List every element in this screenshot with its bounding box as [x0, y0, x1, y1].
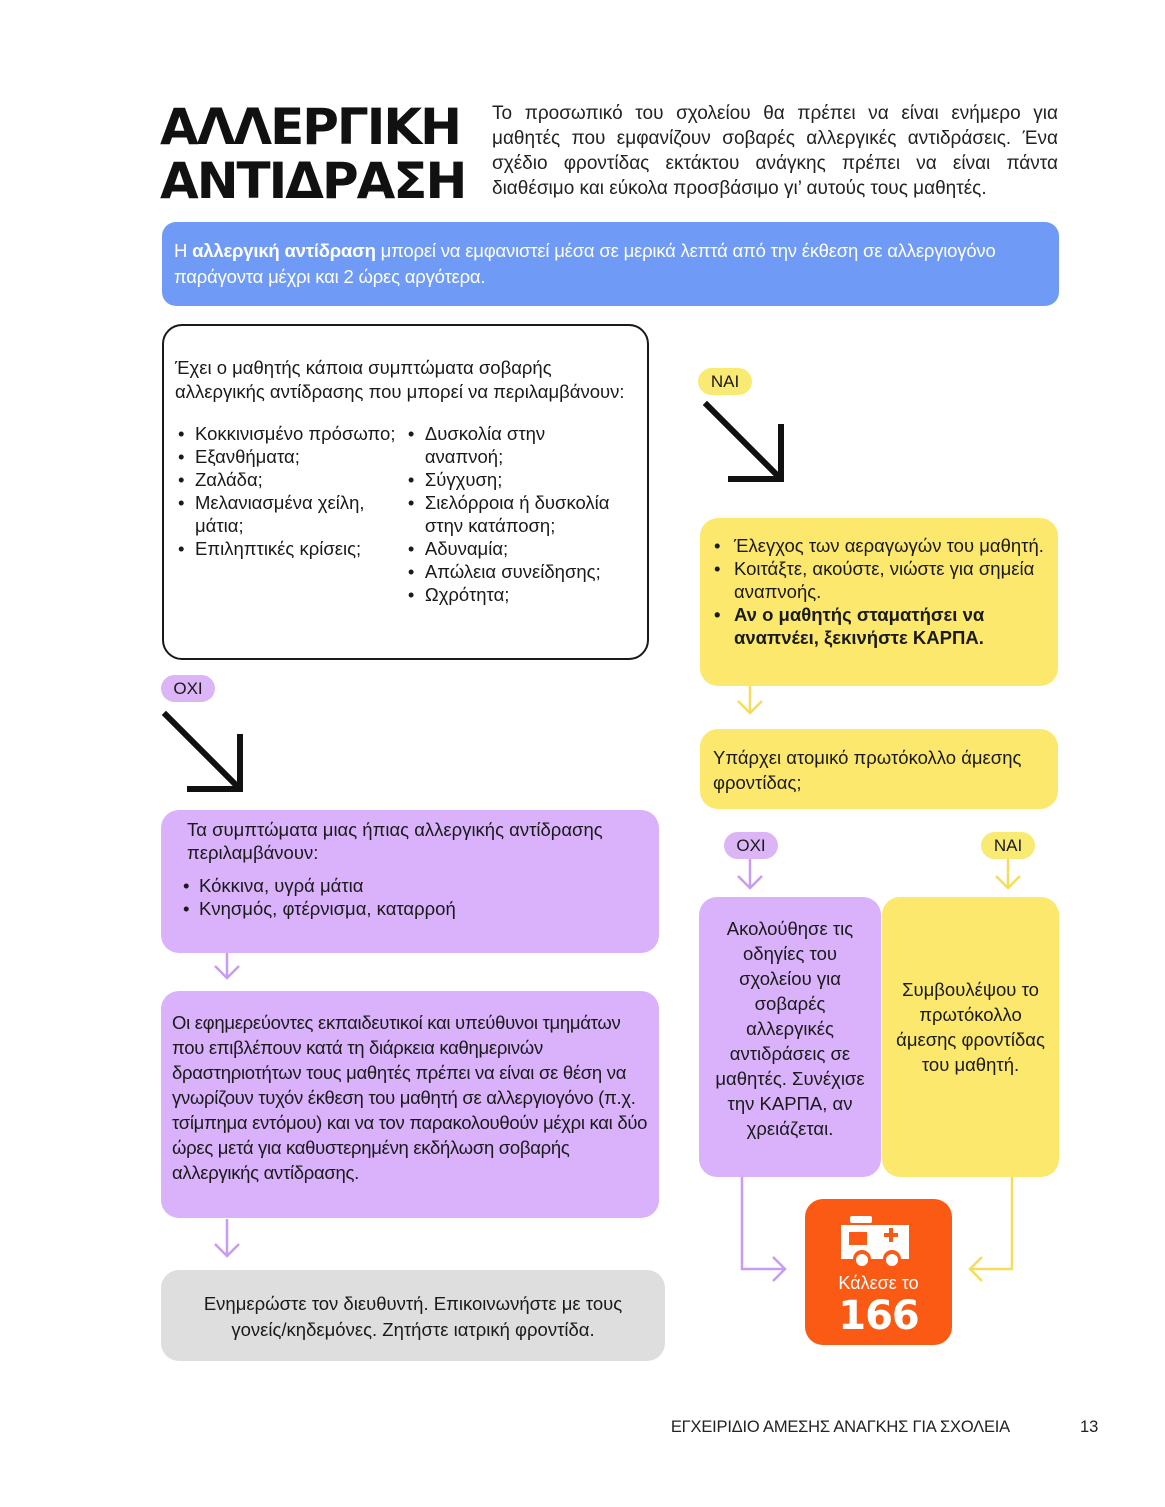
- arrow-mild-to-duty: [215, 953, 239, 978]
- airway-cpr-item: • Αν ο μαθητής σταματήσει να αναπνέει, ξεκινήστε ΚΑΡΠΑ.: [710, 603, 1048, 649]
- symptom-item: • Εξανθήματα;: [175, 445, 405, 468]
- no-tag-left: ΟΧΙ: [161, 675, 215, 702]
- symptoms-list-left: [175, 422, 405, 606]
- protocol-question-box: Υπάρχει ατομικό πρωτόκολλο άμεσης φροντίδας;: [700, 729, 1058, 809]
- symptom-item: • Μελανιασμένα χείλη, μάτια;: [175, 491, 405, 537]
- mild-symptom-item: • Κόκκινα, υγρά μάτια: [181, 874, 647, 897]
- arrow-protocol-yes: [996, 859, 1020, 888]
- symptom-item: • Απώλεια συνείδησης;: [405, 560, 627, 583]
- symptom-item: • Δυσκολία στην αναπνοή;: [405, 422, 627, 468]
- airway-list: [710, 534, 1048, 649]
- follow-school-guidelines-box: Ακολούθησε τις οδηγίες του σχολείου για σοβαρές αλλεργικές αντιδράσεις σε μαθητές. Συνέχισε την ΚΑΡΠΑ, αν χρειάζεται.: [699, 897, 881, 1177]
- symptom-item: • Σιελόρροια ή δυσκολία στην κατάποση;: [405, 491, 627, 537]
- footer-title: ΕΓΧΕΙΡΙΔΙΟ ΑΜΕΣΗΣ ΑΝΑΓΚΗΣ ΓΙΑ ΣΧΟΛΕΙΑ: [670, 1418, 1010, 1436]
- yes-tag-top: ΝΑΙ: [698, 368, 752, 395]
- banner-highlight: αλλεργική αντίδραση: [192, 240, 376, 261]
- intro-paragraph: Το προσωπικό του σχολείου θα πρέπει να είναι ενήμερο για μαθητές που εμφανίζουν σοβαρές αλλεργικές αντιδράσεις. Ένα σχέδιο φροντίδας εκτάκτου ανάγκης πρέπει να είναι πάντα διαθέσιμο και εύκολα προσβάσιμο γι’ αυτούς τους μαθητές.: [492, 103, 1058, 199]
- big-arrow-no: [166, 715, 240, 789]
- mild-symptoms-box: [161, 810, 659, 953]
- ambulance-icon: [805, 1199, 952, 1271]
- symptom-item: • Κοκκινισμένο πρόσωπο;: [175, 422, 405, 445]
- symptom-item: • Ωχρότητα;: [405, 583, 627, 606]
- title-line-1: ΑΛΛΕΡΓΙΚΗ: [160, 98, 460, 156]
- symptom-item: • Αδυναμία;: [405, 537, 627, 560]
- airway-item: • Έλεγχος των αεραγωγών του μαθητή.: [710, 534, 1048, 557]
- mild-symptoms-list: [173, 874, 647, 920]
- arrow-protocol-no: [738, 859, 762, 888]
- title-line-2: ΑΝΤΙΔΡΑΣΗ: [160, 152, 466, 210]
- call-label: Κάλεσε το: [838, 1273, 919, 1293]
- symptoms-question-box: [162, 324, 649, 660]
- inform-box: Ενημερώστε τον διευθυντή. Επικοινωνήστε με τους γονείς/κηδεμόνες. Ζητήστε ιατρική φροντίδα.: [161, 1270, 665, 1361]
- yes-tag-protocol: ΝΑΙ: [981, 832, 1035, 859]
- arrow-airway-to-protocol: [738, 686, 762, 713]
- mild-symptoms-text: Τα συμπτώματα μιας ήπιας αλλεργικής αντίδρασης περιλαμβάνουν:: [187, 819, 603, 863]
- symptom-item: • Σύγχυση;: [405, 468, 627, 491]
- question-text: Έχει ο μαθητής κάποια συμπτώματα σοβαρής αλλεργικής αντίδρασης που μπορεί να περιλαμβάνουν:: [175, 357, 625, 402]
- arrow-duty-to-inform: [215, 1219, 239, 1256]
- mild-symptom-item: • Κνησμός, φτέρνισμα, καταρροή: [181, 897, 647, 920]
- symptoms-list-right: [405, 422, 627, 606]
- duty-teachers-box: Οι εφημερεύοντες εκπαιδευτικοί και υπεύθυνοι τμημάτων που επιβλέπουν κατά τη διάρκεια καθημερινών δραστηριοτήτων τους μαθητές πρέπει να είναι σε θέση να γνωρίζουν τυχόν έκθεση του μαθητή σε αλλεργιογόνο (π.χ. τσίμπημα εντόμου) και να τον παρακολουθούν μέχρι και δύο ώρες μετά για καθυστερημένη εκδήλωση σοβαρής αλλεργικής αντίδρασης.: [161, 991, 659, 1218]
- big-arrow-yes: [707, 405, 781, 479]
- symptom-item: • Επιληπτικές κρίσεις;: [175, 537, 405, 560]
- airway-check-box: [700, 518, 1058, 686]
- no-tag-protocol: ΟΧΙ: [724, 832, 778, 859]
- banner-text: μπορεί να εμφανιστεί μέσα σε μερικά λεπτά από την έκθεση σε αλλεργιογόνο παράγοντα μέχρι και 2 ώρες αργότερα.: [174, 240, 996, 287]
- consult-protocol-box: Συμβουλέψου το πρωτόκολλο άμεσης φροντίδας του μαθητή.: [882, 897, 1059, 1177]
- symptom-item: • Ζαλάδα;: [175, 468, 405, 491]
- page-number: 13: [1080, 1418, 1099, 1436]
- airway-item: • Κοιτάξτε, ακούστε, νιώστε για σημεία αναπνοής.: [710, 557, 1048, 603]
- arrow-follow-to-call: [742, 1177, 785, 1281]
- arrow-consult-to-call: [970, 1177, 1012, 1281]
- banner-prefix: Η: [174, 240, 193, 261]
- call-emergency-box: [805, 1199, 952, 1345]
- emergency-number: 166: [838, 1293, 919, 1339]
